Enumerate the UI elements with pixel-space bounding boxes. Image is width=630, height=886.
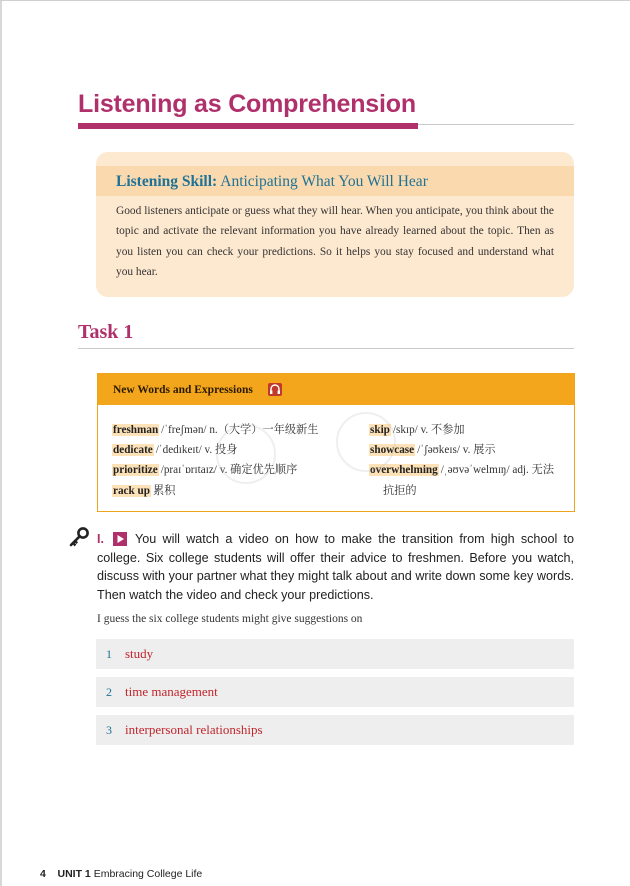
vocab-term: prioritize [113, 464, 158, 476]
exercise-number: I. [97, 532, 104, 546]
vocabulary-header [98, 374, 574, 405]
skill-name: Anticipating What You Will Hear [220, 173, 428, 190]
vocab-term: showcase [370, 444, 415, 456]
vocab-definition: /skɪp/ v. 不参加 [392, 424, 465, 436]
section-title-underline [78, 123, 418, 129]
skill-title [116, 173, 428, 191]
answer-text: study [125, 646, 154, 661]
section-title-rule [418, 124, 574, 125]
listening-skill-box [96, 152, 574, 297]
answer-number: 1 [106, 647, 112, 661]
vocabulary-box [97, 373, 575, 512]
vocab-term: rack up [113, 485, 150, 497]
section-title: Listening as Comprehension [78, 90, 416, 118]
watermark-seal [216, 424, 276, 484]
unit-label: UNIT 1 [57, 868, 91, 880]
page-edge [0, 0, 2, 886]
page-edge-top [0, 0, 630, 1]
watermark-seal [336, 412, 396, 472]
answer-text: interpersonal relationships [125, 722, 263, 737]
task-rule [78, 348, 574, 349]
task-title: Task 1 [78, 321, 134, 343]
vocab-definition: /praɪˈɒrɪtaɪz/ v. 确定优先顺序 [160, 464, 298, 476]
vocab-item-continued [381, 482, 417, 498]
vocab-definition: /ˈfreʃmən/ n.（大学）一年级新生 [161, 424, 319, 436]
answer-text: time management [125, 684, 218, 699]
vocab-item [369, 461, 554, 477]
key-icon [68, 526, 90, 553]
exercise-instructions: You will watch a video on how to make the transition from high school to college. Six college students will offer their advice to freshmen. Before you watch, discuss with your partner what they might talk about and write down some key words. Then watch the video and check your predictions. [97, 532, 574, 602]
vocab-definition: /ˈdedɪkeɪt/ v. 投身 [155, 444, 238, 456]
vocab-definition: /ˈʃəʊkeɪs/ v. 展示 [417, 444, 496, 456]
answer-field[interactable] [96, 639, 574, 669]
video-play-icon[interactable] [113, 532, 127, 546]
unit-title: Embracing College Life [93, 868, 203, 880]
vocab-item [112, 482, 175, 498]
vocab-term: overwhelming [370, 464, 438, 476]
vocab-term: skip [370, 424, 390, 436]
vocab-term: dedicate [113, 444, 153, 456]
answer-field[interactable] [96, 715, 574, 745]
vocab-term: freshman [113, 424, 159, 436]
page-number: 4 [40, 868, 46, 880]
vocab-definition: /ˌəʊvəˈwelmɪŋ/ adj. 无法 [440, 464, 555, 476]
answer-field[interactable] [96, 677, 574, 707]
vocab-definition: 抗拒的 [383, 485, 417, 497]
skill-label: Listening Skill: [116, 173, 218, 190]
answer-number: 2 [106, 685, 112, 699]
exercise-prompt: I guess the six college students might give suggestions on [97, 613, 363, 625]
vocabulary-heading: New Words and Expressions [113, 384, 253, 396]
headphone-icon[interactable] [268, 383, 282, 396]
page-footer [40, 868, 202, 880]
vocab-item [112, 421, 318, 437]
vocab-definition: 累积 [153, 485, 176, 497]
skill-description: Good listeners anticipate or guess what they will hear. When you anticipate, you think about the topic and activate the relevant information you have already learned about the topic. Then as you listen you can check your predictions. So it helps you stay focused and understand what you hear. [116, 205, 554, 278]
answer-number: 3 [106, 723, 112, 737]
